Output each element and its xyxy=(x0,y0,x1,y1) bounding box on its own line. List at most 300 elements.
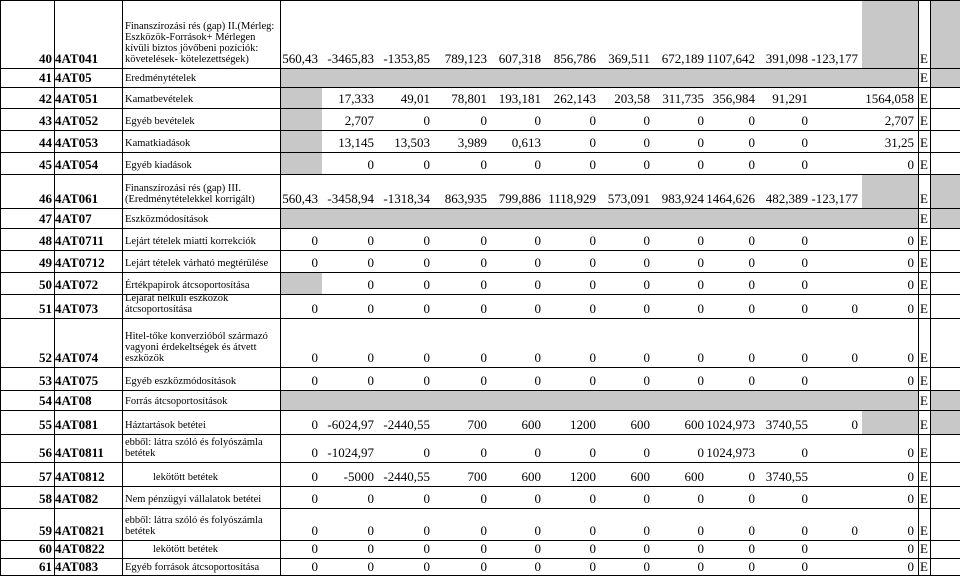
cell-value: 0 xyxy=(851,350,858,365)
row-number: 49 xyxy=(39,255,52,270)
flag-cell: E xyxy=(920,70,928,85)
cell-value: 600 xyxy=(630,469,650,484)
cell-value: 0 xyxy=(801,255,808,270)
row-code: 4AT05 xyxy=(55,70,92,85)
cell-value: 356,984 xyxy=(712,91,755,106)
cell-value: 0 xyxy=(748,113,755,128)
flag-cell: E xyxy=(920,51,928,66)
cell-value: 672,189 xyxy=(661,51,704,66)
flag-cell: E xyxy=(920,373,928,388)
cell-value: 0 xyxy=(697,523,704,538)
cell-value: 0 xyxy=(697,491,704,506)
cell-value: 0 xyxy=(643,373,650,388)
cell-value: 0 xyxy=(643,301,650,316)
table-row xyxy=(0,367,960,390)
cell-value: 0 xyxy=(748,255,755,270)
cell-value: 0 xyxy=(534,301,541,316)
cell-value: 0 xyxy=(748,469,755,484)
row-number: 59 xyxy=(39,523,52,538)
cell-value: 0 xyxy=(480,541,487,556)
cell-value: 203,58 xyxy=(614,91,650,106)
row-label: Lejárt tételek várható megtérülése xyxy=(125,258,269,269)
cell-value: 3,989 xyxy=(457,135,487,150)
cell-value: 0 xyxy=(643,350,650,365)
cell-value: 0 xyxy=(480,301,487,316)
cell-value: 0 xyxy=(643,523,650,538)
cell-value: 0 xyxy=(589,113,596,128)
cell-value: 0 xyxy=(589,373,596,388)
row-code: 4AT072 xyxy=(55,277,99,292)
row-code: 4AT0812 xyxy=(55,469,105,484)
row-code: 4AT0822 xyxy=(55,541,105,556)
cell-value: 0 xyxy=(423,491,430,506)
cell-value: 0 xyxy=(589,541,596,556)
table-row xyxy=(0,410,960,434)
cell-value: 31,25 xyxy=(884,135,914,150)
cell-value: -1353,85 xyxy=(383,51,430,66)
cell-value: 0 xyxy=(367,233,374,248)
row-code: 4AT082 xyxy=(55,491,99,506)
cell-value: 0 xyxy=(907,559,914,574)
cell-value: 0 xyxy=(311,541,318,556)
cell-value: 0 xyxy=(534,373,541,388)
table-row xyxy=(0,434,960,462)
cell-value: 0 xyxy=(423,255,430,270)
cell-value: 0 xyxy=(643,559,650,574)
cell-value: 1200 xyxy=(570,417,596,432)
cell-value: 0 xyxy=(423,301,430,316)
cell-value: 391,098 xyxy=(765,51,808,66)
cell-value: 789,123 xyxy=(444,51,487,66)
cell-value: 482,389 xyxy=(765,191,808,206)
cell-value: 0 xyxy=(643,491,650,506)
cell-value: 0 xyxy=(311,523,318,538)
row-label: Egyéb kiadások xyxy=(125,160,192,171)
cell-value: 0 xyxy=(643,113,650,128)
row-number: 50 xyxy=(39,277,52,292)
cell-value: 0 xyxy=(907,277,914,292)
row-code: 4AT081 xyxy=(55,417,99,432)
row-label: Forrás átcsoportosítások xyxy=(125,396,228,407)
cell-value: -2440,55 xyxy=(383,469,430,484)
cell-value: 0 xyxy=(907,373,914,388)
row-number: 57 xyxy=(39,469,52,484)
row-code: 4AT041 xyxy=(55,51,99,66)
cell-value: 0 xyxy=(589,491,596,506)
cell-value: 0 xyxy=(367,491,374,506)
cell-value: 0 xyxy=(801,541,808,556)
cell-value: 0 xyxy=(534,113,541,128)
flag-cell: E xyxy=(920,277,928,292)
cell-value: 600 xyxy=(684,417,704,432)
cell-value: 0 xyxy=(801,113,808,128)
row-label: Finanszírozási rés (gap) II.(Mérleg: Eszközök-Források+ Mérlegen kívüli biztos jövőbeni pozíciók: követelések- kötelezettségek) xyxy=(125,21,275,65)
row-code: 4AT0712 xyxy=(55,255,105,270)
cell-value: 0 xyxy=(643,255,650,270)
cell-value: 0 xyxy=(311,255,318,270)
cell-value: 0 xyxy=(748,350,755,365)
row-number: 58 xyxy=(39,491,52,506)
table-row xyxy=(0,318,960,367)
cell-value: 0 xyxy=(589,135,596,150)
cell-value: 1200 xyxy=(570,469,596,484)
cell-value: 0 xyxy=(480,233,487,248)
row-number: 54 xyxy=(39,393,52,408)
table-row xyxy=(0,228,960,250)
cell-value: -3465,83 xyxy=(327,51,374,66)
cell-value: 0 xyxy=(801,157,808,172)
cell-value: 0 xyxy=(311,233,318,248)
cell-value: 91,291 xyxy=(772,91,808,106)
cell-value: 0 xyxy=(311,350,318,365)
flag-cell: E xyxy=(920,113,928,128)
cell-value: 0 xyxy=(748,523,755,538)
cell-value: 0 xyxy=(480,157,487,172)
cell-value: 0 xyxy=(643,541,650,556)
cell-value: 0 xyxy=(589,277,596,292)
cell-value: 0 xyxy=(367,277,374,292)
flag-cell: E xyxy=(920,523,928,538)
row-number: 55 xyxy=(39,417,52,432)
row-number: 48 xyxy=(39,233,52,248)
row-label: Finanszírozási rés (gap) III.(Eredménytételekkel korrigált) xyxy=(125,183,255,205)
row-label: ebből: látra szóló és folyószámla betétek xyxy=(125,437,263,459)
table-row xyxy=(0,130,960,152)
table-row xyxy=(0,540,960,558)
cell-value: 600 xyxy=(630,417,650,432)
cell-value: 0 xyxy=(907,541,914,556)
cell-value: 799,886 xyxy=(498,191,541,206)
cell-value: 0 xyxy=(534,523,541,538)
cell-value: -1024,97 xyxy=(327,445,374,460)
cell-value: 0 xyxy=(423,277,430,292)
cell-value: 0 xyxy=(697,301,704,316)
cell-value: 0 xyxy=(367,523,374,538)
row-code: 4AT074 xyxy=(55,350,99,365)
row-code: 4AT075 xyxy=(55,373,99,388)
cell-value: 0 xyxy=(534,255,541,270)
table-row xyxy=(0,390,960,410)
row-label: Kamatkiadások xyxy=(125,138,191,149)
cell-value: 0 xyxy=(367,350,374,365)
flag-cell: E xyxy=(920,255,928,270)
cell-value: 0 xyxy=(697,255,704,270)
cell-value: 0 xyxy=(534,445,541,460)
cell-value: 193,181 xyxy=(498,91,541,106)
cell-value: 0 xyxy=(311,559,318,574)
table-row xyxy=(0,250,960,272)
table-row xyxy=(0,87,960,108)
cell-value: 78,801 xyxy=(451,91,487,106)
cell-value: -6024,97 xyxy=(327,417,374,432)
cell-value: 0 xyxy=(423,523,430,538)
cell-value: 600 xyxy=(521,469,541,484)
flag-cell: E xyxy=(920,211,928,226)
row-number: 40 xyxy=(39,51,52,66)
row-label: Értékpapírok átcsoportosítása xyxy=(125,280,250,291)
cell-value: 0 xyxy=(423,233,430,248)
cell-value: 0 xyxy=(907,233,914,248)
cell-value: -123,177 xyxy=(811,51,858,66)
cell-value: 0 xyxy=(801,301,808,316)
row-code: 4AT0811 xyxy=(55,445,104,460)
cell-value: 0 xyxy=(367,559,374,574)
cell-value: 0 xyxy=(589,157,596,172)
row-code: 4AT053 xyxy=(55,135,99,150)
cell-value: 0 xyxy=(748,157,755,172)
cell-value: 0 xyxy=(748,559,755,574)
cell-value: 0 xyxy=(697,559,704,574)
row-label: Kamatbevételek xyxy=(125,94,194,105)
cell-value: 0 xyxy=(643,233,650,248)
cell-value: 0 xyxy=(311,301,318,316)
cell-value: 1024,973 xyxy=(706,417,755,432)
row-label: Lejárat nélküli eszközök átcsoportosítása xyxy=(125,293,229,315)
row-code: 4AT052 xyxy=(55,113,99,128)
cell-value: 369,511 xyxy=(608,51,650,66)
cell-value: 0,613 xyxy=(511,135,541,150)
flag-cell: E xyxy=(920,469,928,484)
cell-value: 3740,55 xyxy=(765,417,808,432)
cell-value: 0 xyxy=(589,255,596,270)
cell-value: 600 xyxy=(521,417,541,432)
cell-value: 0 xyxy=(480,255,487,270)
cell-value: 1464,626 xyxy=(706,191,755,206)
cell-value: 0 xyxy=(801,277,808,292)
row-label: Lejárt tételek miatti korrekciók xyxy=(125,236,256,247)
row-number: 45 xyxy=(39,157,52,172)
row-label: Egyéb bevételek xyxy=(125,116,195,127)
cell-value: 0 xyxy=(907,350,914,365)
cell-value: 0 xyxy=(851,417,858,432)
cell-value: 262,143 xyxy=(553,91,596,106)
flag-cell: E xyxy=(920,417,928,432)
cell-value: 856,786 xyxy=(553,51,596,66)
row-code: 4AT083 xyxy=(55,559,99,574)
flag-cell: E xyxy=(920,559,928,574)
cell-value: 0 xyxy=(697,233,704,248)
cell-value: 0 xyxy=(801,559,808,574)
flag-cell: E xyxy=(920,393,928,408)
cell-value: 0 xyxy=(311,469,318,484)
cell-value: 2,707 xyxy=(884,113,914,128)
cell-value: 0 xyxy=(423,113,430,128)
table-row xyxy=(0,272,960,294)
row-number: 42 xyxy=(39,91,52,106)
cell-value: 0 xyxy=(907,491,914,506)
table-row xyxy=(0,558,960,576)
row-code: 4AT073 xyxy=(55,301,99,316)
cell-value: 983,924 xyxy=(661,191,704,206)
cell-value: 2,707 xyxy=(344,113,374,128)
cell-value: 0 xyxy=(423,350,430,365)
cell-value: 311,735 xyxy=(662,91,704,106)
cell-value: 0 xyxy=(801,445,808,460)
cell-value: 0 xyxy=(907,469,914,484)
row-number: 56 xyxy=(39,445,52,460)
cell-value: 0 xyxy=(907,445,914,460)
table-row xyxy=(0,152,960,174)
cell-value: 0 xyxy=(748,135,755,150)
cell-value: 0 xyxy=(480,445,487,460)
cell-value: 0 xyxy=(907,255,914,270)
cell-value: 0 xyxy=(748,541,755,556)
row-number: 43 xyxy=(39,113,52,128)
cell-value: -3458,94 xyxy=(327,191,374,206)
table-row xyxy=(0,208,960,228)
table-row xyxy=(0,174,960,208)
row-code: 4AT07 xyxy=(55,211,92,226)
cell-value: 863,935 xyxy=(444,191,487,206)
row-code: 4AT0821 xyxy=(55,523,105,538)
cell-value: 0 xyxy=(534,350,541,365)
cell-value: 0 xyxy=(748,277,755,292)
cell-value: 560,43 xyxy=(282,51,318,66)
cell-value: 0 xyxy=(534,559,541,574)
table-row xyxy=(0,486,960,508)
cell-value: 0 xyxy=(480,523,487,538)
cell-value: 0 xyxy=(851,523,858,538)
cell-value: 3740,55 xyxy=(765,469,808,484)
cell-value: 1024,973 xyxy=(706,445,755,460)
cell-value: 0 xyxy=(534,491,541,506)
row-label: Egyéb források átcsoportosítása xyxy=(125,562,260,573)
table-row xyxy=(0,68,960,87)
cell-value: 560,43 xyxy=(282,191,318,206)
cell-value: 0 xyxy=(801,373,808,388)
cell-value: -1318,34 xyxy=(383,191,430,206)
cell-value: 0 xyxy=(367,541,374,556)
cell-value: 0 xyxy=(480,491,487,506)
cell-value: 0 xyxy=(589,350,596,365)
row-number: 52 xyxy=(39,350,52,365)
cell-value: 600 xyxy=(684,469,704,484)
cell-value: -5000 xyxy=(343,469,374,484)
cell-value: 0 xyxy=(907,157,914,172)
cell-value: -123,177 xyxy=(811,191,858,206)
cell-value: 0 xyxy=(697,157,704,172)
row-label: lekötött betétek xyxy=(153,544,219,555)
table-row xyxy=(0,108,960,130)
row-label: Eredménytételek xyxy=(125,73,197,84)
cell-value: 0 xyxy=(423,157,430,172)
cell-value: 0 xyxy=(697,113,704,128)
cell-value: 607,318 xyxy=(498,51,541,66)
row-number: 60 xyxy=(39,541,52,556)
cell-value: 0 xyxy=(534,541,541,556)
cell-value: 49,01 xyxy=(400,91,430,106)
cell-value: 0 xyxy=(801,350,808,365)
cell-value: 0 xyxy=(801,491,808,506)
cell-value: 0 xyxy=(697,373,704,388)
row-number: 61 xyxy=(39,559,52,574)
flag-cell: E xyxy=(920,350,928,365)
cell-value: 0 xyxy=(423,559,430,574)
flag-cell: E xyxy=(920,491,928,506)
row-code: 4AT0711 xyxy=(55,233,104,248)
table-row xyxy=(0,294,960,318)
cell-value: 0 xyxy=(697,350,704,365)
cell-value: -2440,55 xyxy=(383,417,430,432)
row-label: Háztartások betétei xyxy=(125,420,206,431)
cell-value: 0 xyxy=(367,373,374,388)
table-row xyxy=(0,0,960,68)
row-code: 4AT054 xyxy=(55,157,99,172)
row-label: lekötött betétek xyxy=(153,472,219,483)
row-code: 4AT08 xyxy=(55,393,92,408)
flag-cell: E xyxy=(920,157,928,172)
cell-value: 0 xyxy=(907,523,914,538)
cell-value: 0 xyxy=(697,445,704,460)
cell-value: 0 xyxy=(748,491,755,506)
cell-value: 1564,058 xyxy=(865,91,914,106)
cell-value: 0 xyxy=(534,157,541,172)
cell-value: 0 xyxy=(480,373,487,388)
cell-value: 0 xyxy=(367,157,374,172)
row-label: Egyéb eszközmódosítások xyxy=(125,376,237,387)
flag-cell: E xyxy=(920,233,928,248)
table-row xyxy=(0,462,960,486)
row-number: 41 xyxy=(39,70,52,85)
cell-value: 0 xyxy=(480,113,487,128)
cell-value: 0 xyxy=(801,233,808,248)
cell-value: 0 xyxy=(480,277,487,292)
table-row xyxy=(0,508,960,540)
cell-value: 0 xyxy=(367,255,374,270)
row-label: Nem pénzügyi vállalatok betétei xyxy=(125,494,262,505)
cell-value: 700 xyxy=(467,417,487,432)
row-number: 47 xyxy=(39,211,52,226)
cell-value: 0 xyxy=(643,135,650,150)
cell-value: 0 xyxy=(534,277,541,292)
cell-value: 0 xyxy=(748,373,755,388)
cell-value: 0 xyxy=(589,559,596,574)
row-number: 44 xyxy=(39,135,52,150)
flag-cell: E xyxy=(920,191,928,206)
row-label: Eszközmódosítások xyxy=(125,214,209,225)
cell-value: 0 xyxy=(643,277,650,292)
cell-value: 13,145 xyxy=(338,135,374,150)
cell-value: 0 xyxy=(311,445,318,460)
cell-value: 0 xyxy=(311,417,318,432)
row-number: 46 xyxy=(39,191,52,206)
flag-cell: E xyxy=(920,135,928,150)
cell-value: 0 xyxy=(480,350,487,365)
cell-value: 0 xyxy=(367,301,374,316)
flag-cell: E xyxy=(920,91,928,106)
cell-value: 1107,642 xyxy=(706,51,755,66)
cell-value: 17,333 xyxy=(338,91,374,106)
flag-cell: E xyxy=(920,301,928,316)
cell-value: 0 xyxy=(643,445,650,460)
cell-value: 0 xyxy=(748,233,755,248)
row-code: 4AT051 xyxy=(55,91,99,106)
cell-value: 700 xyxy=(467,469,487,484)
cell-value: 0 xyxy=(697,135,704,150)
cell-value: 0 xyxy=(589,301,596,316)
cell-value: 0 xyxy=(311,491,318,506)
row-label: Hitel-tőke konverzióból származó vagyoni érdekeltségek és átvett eszközök xyxy=(125,331,268,364)
cell-value: 0 xyxy=(589,233,596,248)
row-number: 53 xyxy=(39,373,52,388)
cell-value: 0 xyxy=(907,301,914,316)
cell-value: 0 xyxy=(423,541,430,556)
cell-value: 0 xyxy=(801,523,808,538)
row-number: 51 xyxy=(39,301,52,316)
cell-value: 573,091 xyxy=(607,191,650,206)
cell-value: 0 xyxy=(423,373,430,388)
cell-value: 0 xyxy=(748,301,755,316)
